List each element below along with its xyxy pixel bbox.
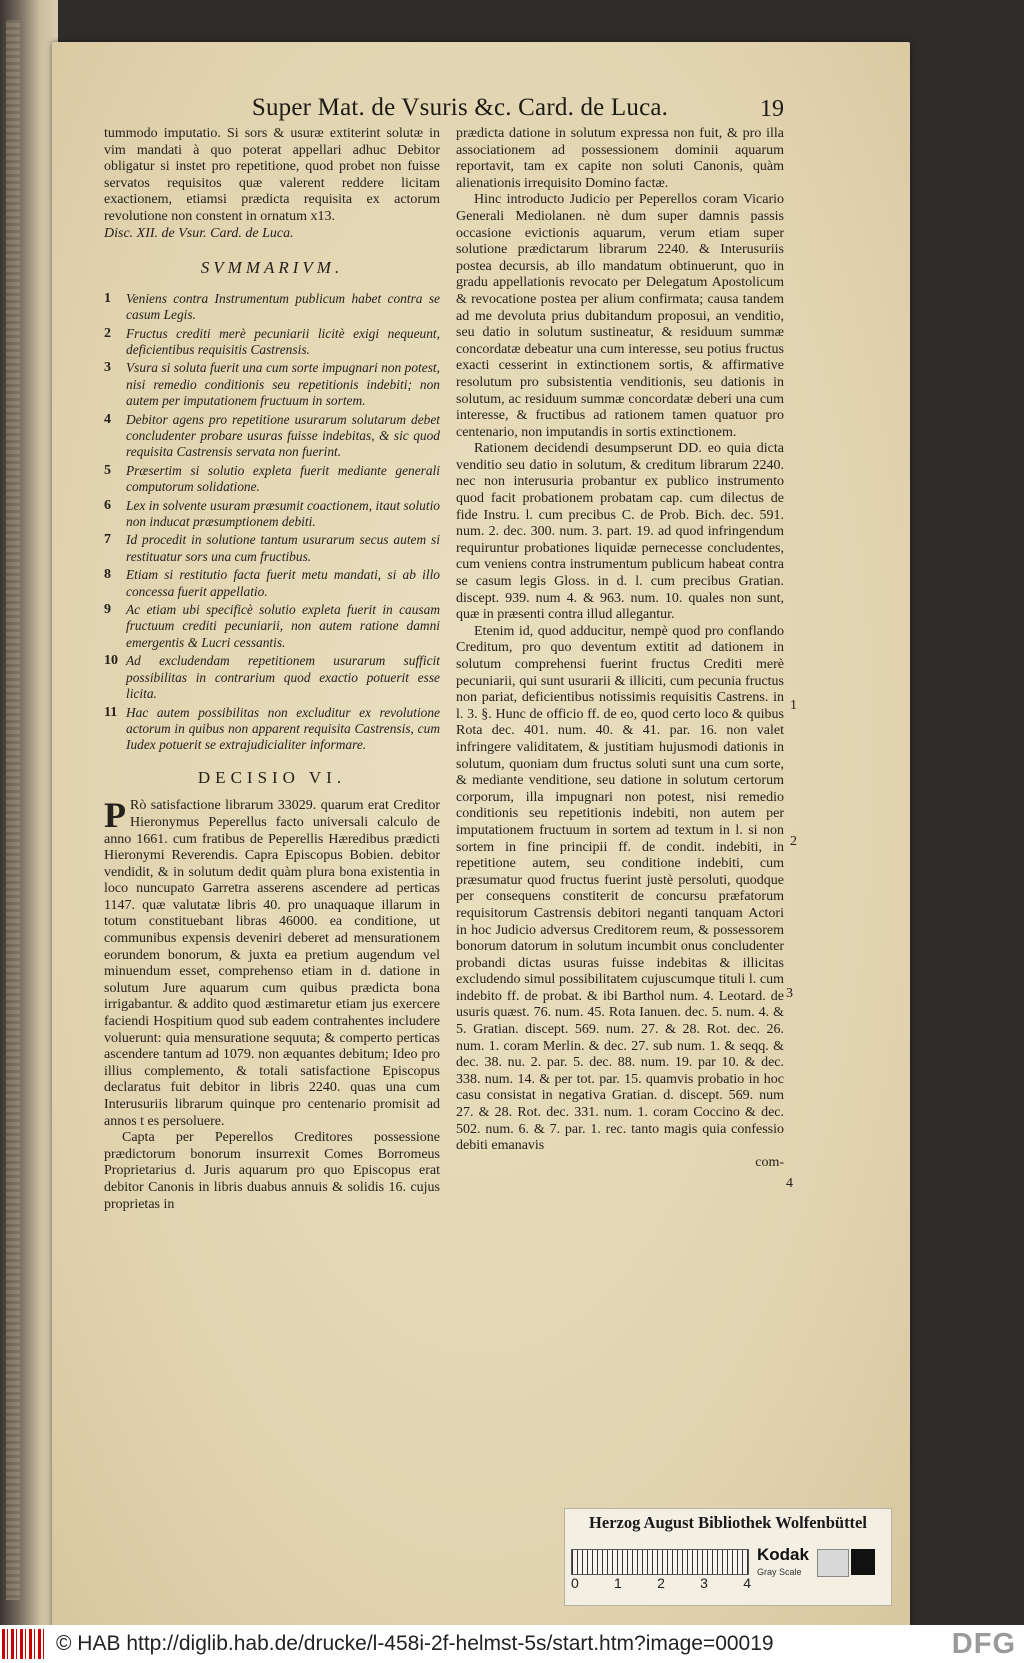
summarium-title: SVMMARIVM. [200, 258, 344, 278]
right-column [456, 126, 784, 1171]
right-paragraph-2: Hinc introducto Judicio per Peperellos coram Vicario Generali Mediolanen. nè dum super damnis passis occasione evictionis aquarum, verum etiam super solutione prædictarum librarum 2240. & Interusuriis postea decursis, ab illo mandatum obtinuerunt, quo in gradu appellationis revocato per Delegatum Apostolicum & revocatione postea per alium confirmata; causa tandem ad me devoluta prius dubitandum proposui, an venditio, seu datio in solutum sustineatur, & residuum summæ concordatæ debeatur una cum interesse, seu potius fructus exacti cesserint in extinctionem sortis, & affirmative resolutum pro subsistentia venditionis, seu dationis in solutum, ac residuum summæ concordatæ deberi una cum interesse, & fructibus ad rationem tamen quatuor pro centenario, non imputandis in sortis extinctionem. [456, 192, 784, 440]
summarium-number: 9 [104, 602, 111, 618]
library-label [564, 1508, 892, 1606]
summarium-text: Ac etiam ubi specificè solutio expleta fuerit in causam fructuum crediti pecuniarii, non autem ratione damni emergentis & Lucri cessantis. [126, 602, 440, 650]
right-paragraph-3: Rationem decidendi desumpserunt DD. eo quia dicta venditio seu datio in solutum, & creditum librarum 2240. nec non interusuria probantur ex publico instrumento quod facit probationem probatam cap. cum dilectus de fide Instru. l. cum precibus C. de Prob. Bich. dec. 591. num. 2. dec. 300. num. 3. part. 19. ad quod infringendum requiruntur probationes liquidæ pernecesse concludentes, cum veniens contra instrumentum publicum habeat contra se casum legis Gloss. in d. l. cum precibus Gratian. discept. 939. num 4. & 963. num. 10. quales non sunt, quæ in præsenti contra illud allegantur. [456, 441, 784, 623]
footer-bar [0, 1625, 1024, 1663]
catchword: com- [755, 1154, 784, 1170]
summarium-text: Debitor agens pro repetitione usurarum solutarum debet concludenter probare usuras fuisse indebitas, & sic quod requisita Castrensis servata non fuerint. [126, 411, 440, 460]
summarium-item [104, 653, 440, 702]
page-number: 19 [760, 96, 784, 122]
summarium-item [104, 463, 440, 496]
summarium-number: 7 [104, 532, 111, 548]
ruler-mark: 4 [743, 1575, 751, 1591]
summarium-text: Hac autem possibilitas non excluditur ex revolutione actorum in quibus non apparent requisita Castrensis, cum Iudex potuerit se extrajudicialiter informare. [126, 704, 440, 753]
summarium-text: Vsura si soluta fuerit una cum sorte impugnari non potest, nisi remedio conditionis seu repetitionis indebiti; non autem per imputationem fructuum in sortem. [126, 360, 440, 409]
summarium-number: 4 [104, 411, 111, 427]
opening-paragraph: tummodo imputatio. Si sors & usuræ extiterint solutæ in vim mandati à quo poterat appellari adhuc Debitor obligatur si instet pro repetitione, quod probet non fuisse servatos requisitos quæ valerent reddere licitam exactionem, etiamsi prædicta requisita ex actorum revolutione non constent in ornatum x13. [104, 126, 440, 224]
dfg-logo: DFG [951, 1628, 1016, 1660]
summarium-text: Etiam si restitutio facta fuerit metu mandati, si ab illo concessa fuerit appellatio. [126, 567, 440, 599]
summarium-text: Lex in solvente usuram præsumit coactionem, itaut solutio non inducat præsumptionem debiti. [126, 497, 440, 530]
barcode-icon [2, 1629, 46, 1659]
ruler-marks [571, 1575, 751, 1591]
running-head: Super Mat. de Vsuris &c. Card. de Luca. [251, 94, 669, 121]
summarium-item [104, 360, 440, 409]
library-name: Herzog August Bibliothek Wolfenbüttel [589, 1513, 867, 1532]
decisio-title: DECISIO VI. [197, 767, 347, 787]
summarium-item [104, 705, 440, 754]
summarium-item [104, 567, 440, 600]
summarium-text: Ad excludendam repetitionem usurarum sufficit possibilitas in contrarium quod exactio potuerit esse licita. [126, 653, 440, 702]
margin-number-4: 4 [786, 1176, 793, 1191]
scale-ruler [571, 1549, 749, 1575]
summarium-item [104, 498, 440, 531]
kodak-brand: Kodak [757, 1545, 809, 1564]
summarium-list [104, 291, 440, 754]
summarium-item [104, 602, 440, 651]
summarium-item [104, 326, 440, 359]
margin-number-3: 3 [786, 986, 793, 1001]
summarium-number: 8 [104, 567, 111, 583]
summarium-number: 3 [104, 360, 111, 376]
summarium-text: Præsertim si solutio expleta fuerit mediante generali computorum solidatione. [126, 462, 440, 495]
decisio-text: Rò satisfactione librarum 33029. quarum erat Creditor Hieronymus Peperellus facto universali calculo de anno 1661. cum fratibus de Peperellis Hæredibus prædicti Hieronymi Reverendis. Capra Episcopus Bobien. debitor vendidit, & in solutum dedit quàm plura bona existentia in loco nuncupato Garretra asserens ascendere ad perticas 1147. quæ valutatæ libris 40. pro unaquaque illarum in totum constituebant libras 46000. ea conditione, ut communibus expensis deveniri deberet ad mensurationem eorundem bonorum, & juxta ea pretium augendum vel minuendum esset, comprehenso etiam in d. datione in solutum Jure aquarum cum quibus prædicta bona irrigabantur. & addito quod æstimaretur etiam jus exercere faciendi Hospitium quod sub eadem contrahentes includere voluerunt: quia mensuratione sequuta; & comperto perticas ascendere tantum ad 1079. non æquantes debitum; Ideo pro illius complemento, & totali satisfactione Episcopus declaratus fuit debitor in libris 2240. quas una cum Interusuriis librarum quinque pro centenario promisit ad annos t es persoluere. [104, 798, 440, 1129]
ruler-mark: 3 [700, 1575, 708, 1591]
opening-citation: Disc. XII. de Vsur. Card. de Luca. [104, 225, 294, 241]
decisio-paragraph [104, 795, 440, 1130]
summarium-number: 11 [104, 704, 118, 720]
ruler-mark: 2 [657, 1575, 665, 1591]
summarium-item [104, 532, 440, 565]
summarium-number: 2 [104, 325, 111, 341]
margin-number-1: 1 [790, 698, 797, 713]
summarium-text: Veniens contra Instrumentum publicum habet contra se casum Legis. [126, 290, 440, 323]
capta-paragraph: Capta per Peperellos Creditores possessione prædictorum bonorum insurrexit Comes Borromeus Proprietarius d. Juris aquarum pro quo Episcopus erat debitor Canonis in libris duabus annuis & solidis 16. cujus proprietas in [104, 1130, 440, 1212]
book-binding [0, 0, 58, 1625]
summarium-item [104, 291, 440, 324]
left-column [104, 126, 440, 1213]
summarium-item [104, 412, 440, 461]
summarium-number: 6 [104, 497, 111, 513]
margin-number-2: 2 [790, 834, 797, 849]
gray-patch-dark [851, 1549, 875, 1575]
source-url[interactable]: © HAB http://diglib.hab.de/drucke/l-458i-2f-helmst-5s/start.htm?image=00019 [56, 1632, 774, 1655]
ruler-mark: 0 [571, 1575, 579, 1591]
grayscale-label: Gray Scale [757, 1567, 802, 1577]
summarium-text: Fructus crediti merè pecuniarii licitè exigi nequeunt, deficientibus requisitis Castrensis. [126, 325, 440, 357]
drop-cap: P [104, 795, 126, 836]
right-paragraph-4: Etenim id, quod adducitur, nempè quod pro conflando Creditum, pro quo deventum extitit ad dationem in solutum comprehensi fuerint fructus Crediti merè pecuniarii, qui sunt usurarii & illiciti, cum pecunia fructus non pariat, deficientibus notissimis requisitis Castrens. in l. 3. §. Hunc de officio ff. de eo, quod certo loco & quibus Rota dec. 401. num. 40. & 41. par. 16. non valet infringere validitatem, & justitiam hujusmodi dationis in solutum, quoniam dum fructus soluti sunt una cum sorte, & mediante venditione, seu datione in solutum certorum corporum, illa impugnari non potest, nisi remedio conditionis seu repetitionis indebiti, non autem per imputationem fructuum in sortem ad textum in l. si non sortem in fine principii ff. de condit. indebiti, in repetitione autem, seu conditione indebiti, cum præsumatur quod fructus fuerint justè persoluti, quodque per consequens constiterit de concursu præfatorum requisitorum Castrensis debitori neganti tanquam Actori in hoc Judicio adversus Creditorem reum, & possessorem bonorum datorum in solutum incumbit onus concludenter probandi dictas usuras fuisse indebitas & illicitas excludendo simul possibilitatem cujuscumque tituli l. cum indebito ff. de probat. & ibi Barthol num. 4. Leotard. de usuris quæst. 76. num. 45. Rota Ianuen. dec. 5. num. 4. & 5. Gratian. discept. 569. num. 27. & 28. Rot. dec. 26. num. 1. coram Merlin. & dec. 27. sub num. 1. & seqq. & dec. 38. nu. 2. par. 5. dec. 88. num. 19. par 10. & dec. 338. num. 14. & per tot. par. 15. quamvis probatio in hoc casu consistat in negativa Gratian. d. discept. 569. num 27. & 28. Rot. dec. 331. num. 1. coram Coccino & dec. 502. num. 6. & 7. par. 1. rec. tanto magis quia confessio debiti emanavis [456, 623, 784, 1154]
summarium-number: 10 [104, 653, 118, 669]
page-edges [6, 20, 20, 1600]
summarium-number: 1 [104, 290, 111, 306]
ruler-mark: 1 [614, 1575, 622, 1591]
summarium-text: Id procedit in solutione tantum usurarum secus autem si restituatur sors una cum fructibus. [126, 532, 440, 564]
summarium-number: 5 [104, 462, 111, 478]
gray-patch-light [817, 1549, 849, 1577]
right-paragraph-1: prædicta datione in solutum expressa non fuit, & pro illa associationem ad possessionem dominii aquarum reportavit, tam ex capite non soluti Canonis, quàm alienationis irrequisito Domino factæ. [456, 126, 784, 191]
